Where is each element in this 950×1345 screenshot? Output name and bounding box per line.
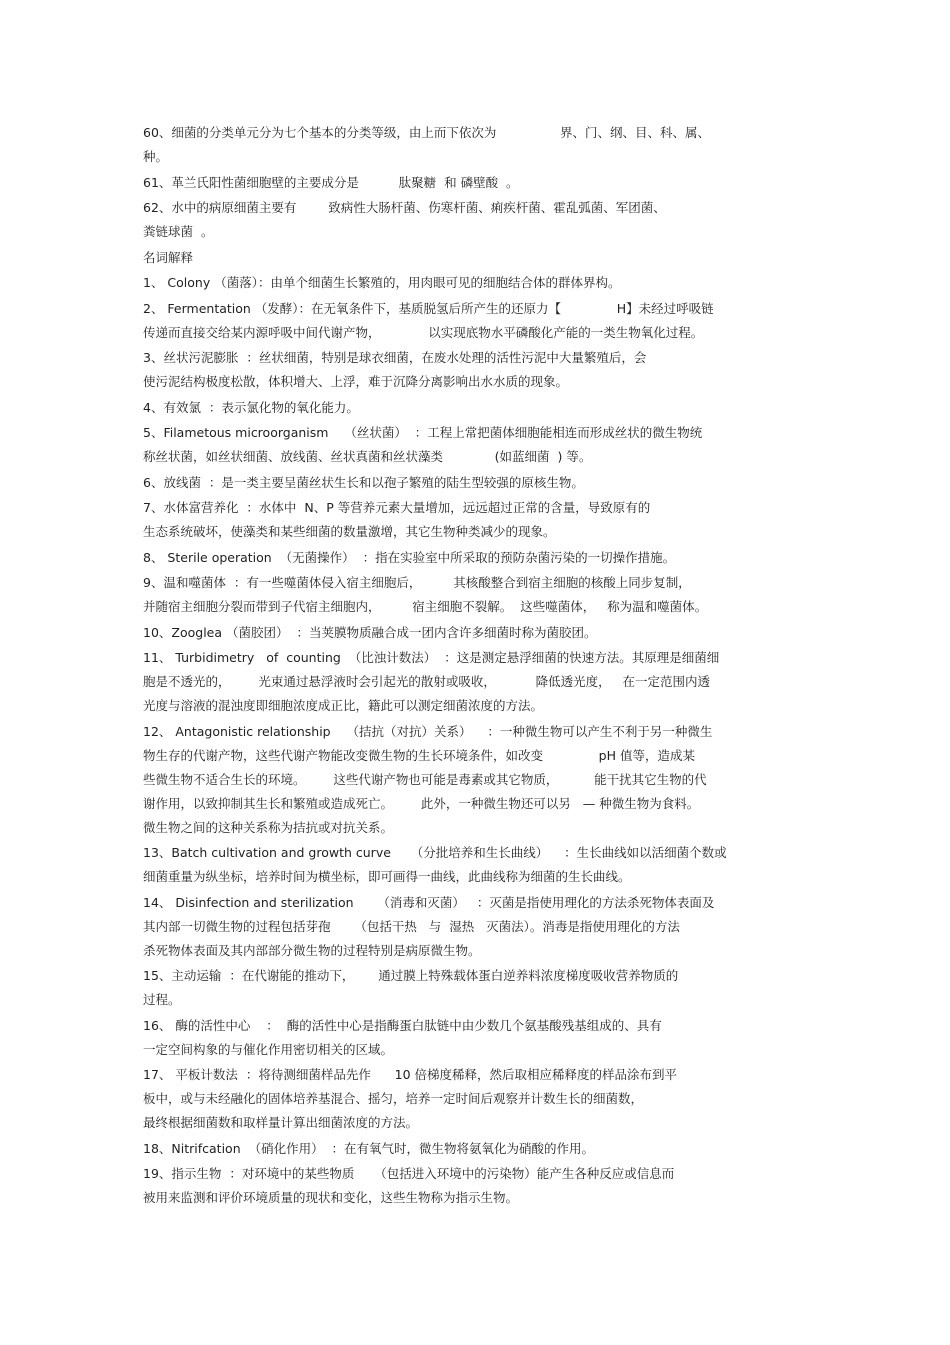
text-segment: 这些代谢产物也可能是毒素或其它物质，: [305, 771, 559, 787]
text-segment: 4、有效氯 ：表示氯化物的氧化能力。: [143, 399, 359, 415]
text-segment: 61、革兰氏阳性菌细胞壁的主要成分是: [143, 174, 359, 190]
text-segment: 能干扰其它生物的代: [558, 771, 707, 787]
paragraph: [143, 1014, 808, 1062]
text-line: [143, 1137, 808, 1161]
text-segment: 细菌重量为纵坐标，培养时间为横坐标，即可画得一曲线，此曲线称为细菌的生长曲线。: [143, 869, 631, 884]
text-segment: 2、 Fermentation （发酵）：在无氧条件下，基质脱氢后所产生的还原力【: [143, 300, 562, 316]
text-segment: 13、Batch cultivation and growth curve （分批培养和生长曲线） ：生长曲线如以活细菌个数或: [143, 845, 727, 860]
text-line: [143, 220, 808, 244]
text-segment: 传递而直接交给某内源呼吸中间代谢产物，: [143, 324, 381, 340]
text-line: [143, 816, 808, 840]
text-segment: （包括进入环境中的污染物）能产生各种反应或信息而: [354, 1166, 675, 1181]
text-line: [143, 370, 808, 394]
text-line: [143, 1063, 808, 1087]
text-segment: 18、Nitrifcation （硝化作用） ：在有氧气时，微生物将氨氧化为硝酸的作用。: [143, 1140, 595, 1156]
text-segment: 62、水中的病原细菌主要有: [143, 200, 297, 215]
text-segment: 17、 平板计数法 ：将待测细菌样品先作: [143, 1067, 371, 1082]
text-line: [143, 595, 808, 619]
text-segment: 其核酸整合到宿主细胞的核酸上同步复制，: [421, 575, 691, 590]
text-line: [143, 1014, 808, 1038]
text-segment: 10、Zooglea （菌胶团） ：当荚膜物质融合成一团内含许多细菌时称为菌胶团。: [143, 624, 597, 640]
text-segment: pH 值等，造成某: [543, 747, 695, 763]
text-line: [143, 520, 808, 544]
paragraph: [143, 841, 808, 889]
paragraph: [143, 1137, 808, 1161]
text-line: [143, 196, 808, 220]
text-segment: 种。: [143, 149, 169, 164]
text-segment: 一定空间构象的与催化作用密切相关的区域。: [143, 1041, 394, 1057]
text-line: [143, 1038, 808, 1062]
text-line: [143, 768, 808, 792]
paragraph: [143, 720, 808, 840]
text-line: [143, 1087, 808, 1111]
text-segment: 过程。: [143, 992, 181, 1007]
text-segment: 并随宿主细胞分裂而带到子代宿主细胞内，: [143, 599, 381, 614]
text-segment: 称丝状菌，如丝状细菌、放线菌、丝状真菌和丝状藻类: [143, 449, 444, 464]
paragraph: [143, 571, 808, 619]
text-segment: 微生物之间的这种关系称为拮抗或对抗关系。: [143, 819, 394, 835]
text-line: [143, 694, 808, 718]
text-line: [143, 915, 808, 939]
paragraph: [143, 346, 808, 394]
text-line: [143, 546, 808, 570]
text-segment: 胞是不透光的，: [143, 674, 231, 689]
text-line: [143, 1162, 808, 1186]
paragraph: [143, 196, 808, 244]
paragraph: [143, 1162, 808, 1210]
text-line: [143, 471, 808, 495]
text-segment: 5、Filametous microorganism （丝状菌） ：工程上常把菌体细胞能相连而形成丝状的微生物统: [143, 425, 703, 440]
text-line: [143, 792, 808, 816]
text-segment: 些微生物不适合生长的环境。: [143, 771, 306, 787]
paragraph: [143, 964, 808, 1012]
text-segment: 界、门、纲、目、科、属、: [496, 125, 710, 140]
text-line: [143, 1186, 808, 1210]
text-segment: 物生存的代谢产物，这些代谢产物能改变微生物的生长环境条件，如改变: [143, 747, 544, 763]
text-line: [143, 421, 808, 445]
text-segment: 3、丝状污泥膨胀 ：丝状细菌，特别是球衣细菌，在废水处理的活性污泥中大量繁殖后，会: [143, 350, 647, 365]
paragraph: [143, 421, 808, 469]
text-segment: 杀死物体表面及其内部部分微生物的过程特别是病原微生物。: [143, 942, 481, 958]
paragraph: [143, 1063, 808, 1135]
text-line: [143, 271, 808, 295]
paragraph: [143, 646, 808, 718]
section-heading: [143, 246, 808, 270]
text-segment: 11、 Turbidimetry of counting （比浊计数法） ：这是测定悬浮细菌的快速方法。其原理是细菌细: [143, 650, 720, 665]
text-line: [143, 145, 808, 169]
document-body: [143, 121, 808, 1212]
text-segment: (如蓝细菌 ) 等。: [443, 449, 592, 464]
text-line: [143, 720, 808, 744]
text-line: [143, 571, 808, 595]
paragraph: [143, 297, 808, 345]
text-line: [143, 346, 808, 370]
text-segment: 最终根据细菌数和取样量计算出细菌浓度的方法。: [143, 1115, 419, 1130]
text-line: [143, 621, 808, 645]
text-segment: 15、主动运输 ：在代谢能的推动下，: [143, 968, 355, 983]
text-line: [143, 246, 808, 270]
paragraph: [143, 171, 808, 195]
text-segment: 生态系统破坏，使藻类和某些细菌的数量激增，其它生物种类减少的现象。: [143, 524, 556, 539]
text-segment: 致病性大肠杆菌、伤寒杆菌、痢疾杆菌、霍乱弧菌、军团菌、: [296, 200, 666, 215]
paragraph: [143, 546, 808, 570]
text-segment: 以实现底物水平磷酸化产能的一类生物氧化过程。: [380, 324, 704, 340]
text-segment: 板中，或与未经融化的固体培养基混合、摇匀，培养一定时间后观察并计数生长的细菌数，: [143, 1091, 644, 1106]
paragraph: [143, 471, 808, 495]
text-line: [143, 445, 808, 469]
text-line: [143, 988, 808, 1012]
text-line: [143, 121, 808, 145]
text-line: [143, 171, 808, 195]
text-segment: 降低透光度， 在一定范围内透: [495, 674, 710, 689]
text-segment: （包括干热 与 湿热 灭菌法）。消毒是指使用理化的方法: [330, 918, 680, 934]
text-line: [143, 297, 808, 321]
text-segment: 8、 Sterile operation （无菌操作） ：指在实验室中所采取的预防杂菌污染的一切操作措施。: [143, 549, 676, 565]
text-segment: 12、 Antagonistic relationship （拮抗（对抗）关系） ：一种微生物可以产生不利于另一种微生: [143, 723, 713, 739]
text-line: [143, 396, 808, 420]
text-line: [143, 939, 808, 963]
text-line: [143, 891, 808, 915]
text-segment: 1、 Colony （菌落）：由单个细菌生长繁殖的，用肉眼可见的细胞结合体的群体界构。: [143, 275, 621, 290]
paragraph: [143, 496, 808, 544]
text-segment: 7、水体富营养化 ：水体中 N、P 等营养元素大量增加，远远超过正常的含量，导致原有的: [143, 500, 651, 515]
text-line: [143, 670, 808, 694]
text-segment: 19、指示生物 ：对环境中的某些物质: [143, 1166, 355, 1181]
text-segment: 被用来监测和评价环境质量的现状和变化，这些生物称为指示生物。: [143, 1190, 519, 1205]
text-segment: H】未经过呼吸链: [561, 300, 714, 316]
text-segment: 此外，一种微生物还可以另 — 种微生物为食料。: [393, 795, 700, 811]
text-segment: 使污泥结构极度松散，体积增大、上浮，难于沉降分离影响出水水质的现象。: [143, 374, 569, 389]
text-segment: 9、温和噬菌体 ：有一些噬菌体侵入宿主细胞后，: [143, 575, 422, 590]
text-line: [143, 744, 808, 768]
text-line: [143, 865, 808, 889]
text-segment: 14、 Disinfection and sterilization （消毒和灭菌） ：灭菌是指使用理化的方法杀死物体表面及: [143, 894, 715, 910]
text-segment: 肽聚糖 和 磷壁酸 。: [358, 174, 519, 190]
text-line: [143, 646, 808, 670]
text-segment: 6、放线菌 ：是一类主要呈菌丝状生长和以孢子繁殖的陆生型较强的原核生物。: [143, 474, 584, 490]
text-segment: 16、 酶的活性中心 ： 酶的活性中心是指酶蛋白肽链中由少数几个氨基酸残基组成的、具有: [143, 1017, 662, 1033]
text-segment: 60、细菌的分类单元分为七个基本的分类等级，由上而下依次为: [143, 125, 497, 140]
paragraph: [143, 396, 808, 420]
text-segment: 名词解释: [143, 249, 194, 265]
text-segment: 谢作用，以致抑制其生长和繁殖或造成死亡。: [143, 795, 394, 811]
text-line: [143, 321, 808, 345]
text-segment: 10 倍梯度稀释，然后取相应稀释度的样品涂布到平: [370, 1067, 678, 1082]
text-line: [143, 1111, 808, 1135]
text-segment: 光束通过悬浮液时会引起光的散射或吸收，: [230, 674, 496, 689]
paragraph: [143, 271, 808, 295]
paragraph: [143, 621, 808, 645]
text-segment: 通过膜上特殊载体蛋白逆养料浓度梯度吸收营养物质的: [354, 968, 679, 983]
text-segment: 宿主细胞不裂解。 这些噬菌体， 称为温和噬菌体。: [380, 599, 708, 614]
paragraph: [143, 891, 808, 963]
text-line: [143, 496, 808, 520]
text-line: [143, 841, 808, 865]
text-segment: 其内部一切微生物的过程包括芽孢: [143, 918, 331, 934]
text-segment: 粪链球菌 。: [143, 224, 214, 239]
text-segment: 光度与溶液的混浊度即细胞浓度成正比，籍此可以测定细菌浓度的方法。: [143, 698, 544, 713]
paragraph: [143, 121, 808, 169]
text-line: [143, 964, 808, 988]
